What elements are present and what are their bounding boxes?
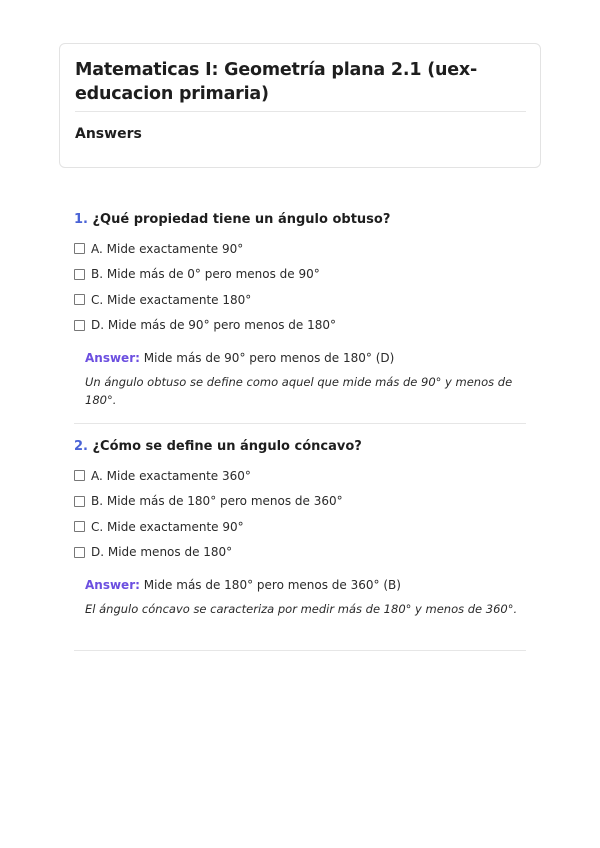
document-title: Matematicas I: Geometría plana 2.1 (uex-educacion primaria) [75, 60, 478, 104]
question-number: 1. [74, 212, 88, 227]
option-d[interactable] [74, 540, 526, 566]
question-number: 2. [74, 439, 88, 454]
answer-explanation: El ángulo cóncavo se caracteriza por medir más de 180° y menos de 360°. [85, 602, 518, 616]
checkbox[interactable] [74, 294, 85, 305]
option-label: C. Mide exactamente 90° [91, 519, 244, 534]
option-b[interactable] [74, 262, 526, 288]
answer-text: Mide más de 90° pero menos de 180° (D) [143, 351, 395, 365]
answers-heading: Answers [75, 126, 142, 142]
option-label: A. Mide exactamente 90° [91, 241, 244, 256]
question-title [74, 437, 526, 457]
question-text: ¿Cómo se define un ángulo cóncavo? [92, 439, 362, 454]
option-d[interactable] [74, 313, 526, 339]
option-label: B. Mide más de 0° pero menos de 90° [91, 267, 320, 282]
question-1 [74, 210, 526, 409]
question-text: ¿Qué propiedad tiene un ángulo obtuso? [92, 212, 391, 227]
question-separator [74, 650, 526, 651]
option-a[interactable] [74, 236, 526, 262]
answer-block [85, 576, 526, 618]
checkbox[interactable] [74, 320, 85, 331]
option-c[interactable] [74, 287, 526, 313]
answer-label: Answer: [85, 578, 140, 592]
option-c[interactable] [74, 514, 526, 540]
question-separator [74, 423, 526, 424]
checkbox[interactable] [74, 470, 85, 481]
option-label: D. Mide más de 90° pero menos de 180° [91, 318, 337, 333]
option-b[interactable] [74, 489, 526, 515]
header-card [59, 43, 541, 168]
checkbox[interactable] [74, 496, 85, 507]
answer-text: Mide más de 180° pero menos de 360° (B) [143, 578, 401, 592]
option-label: B. Mide más de 180° pero menos de 360° [91, 494, 343, 509]
question-title [74, 210, 526, 230]
answer-line [85, 349, 526, 367]
option-label: C. Mide exactamente 180° [91, 292, 252, 307]
answer-line [85, 576, 526, 594]
option-label: D. Mide menos de 180° [91, 545, 233, 560]
answer-block [85, 349, 526, 409]
answer-label: Answer: [85, 351, 140, 365]
answer-explanation: Un ángulo obtuso se define como aquel que mide más de 90° y menos de 180°. [85, 375, 513, 407]
checkbox[interactable] [74, 243, 85, 254]
checkbox[interactable] [74, 547, 85, 558]
question-2 [74, 437, 526, 618]
header-divider [75, 111, 526, 112]
checkbox[interactable] [74, 269, 85, 280]
option-a[interactable] [74, 463, 526, 489]
checkbox[interactable] [74, 521, 85, 532]
option-label: A. Mide exactamente 360° [91, 468, 251, 483]
